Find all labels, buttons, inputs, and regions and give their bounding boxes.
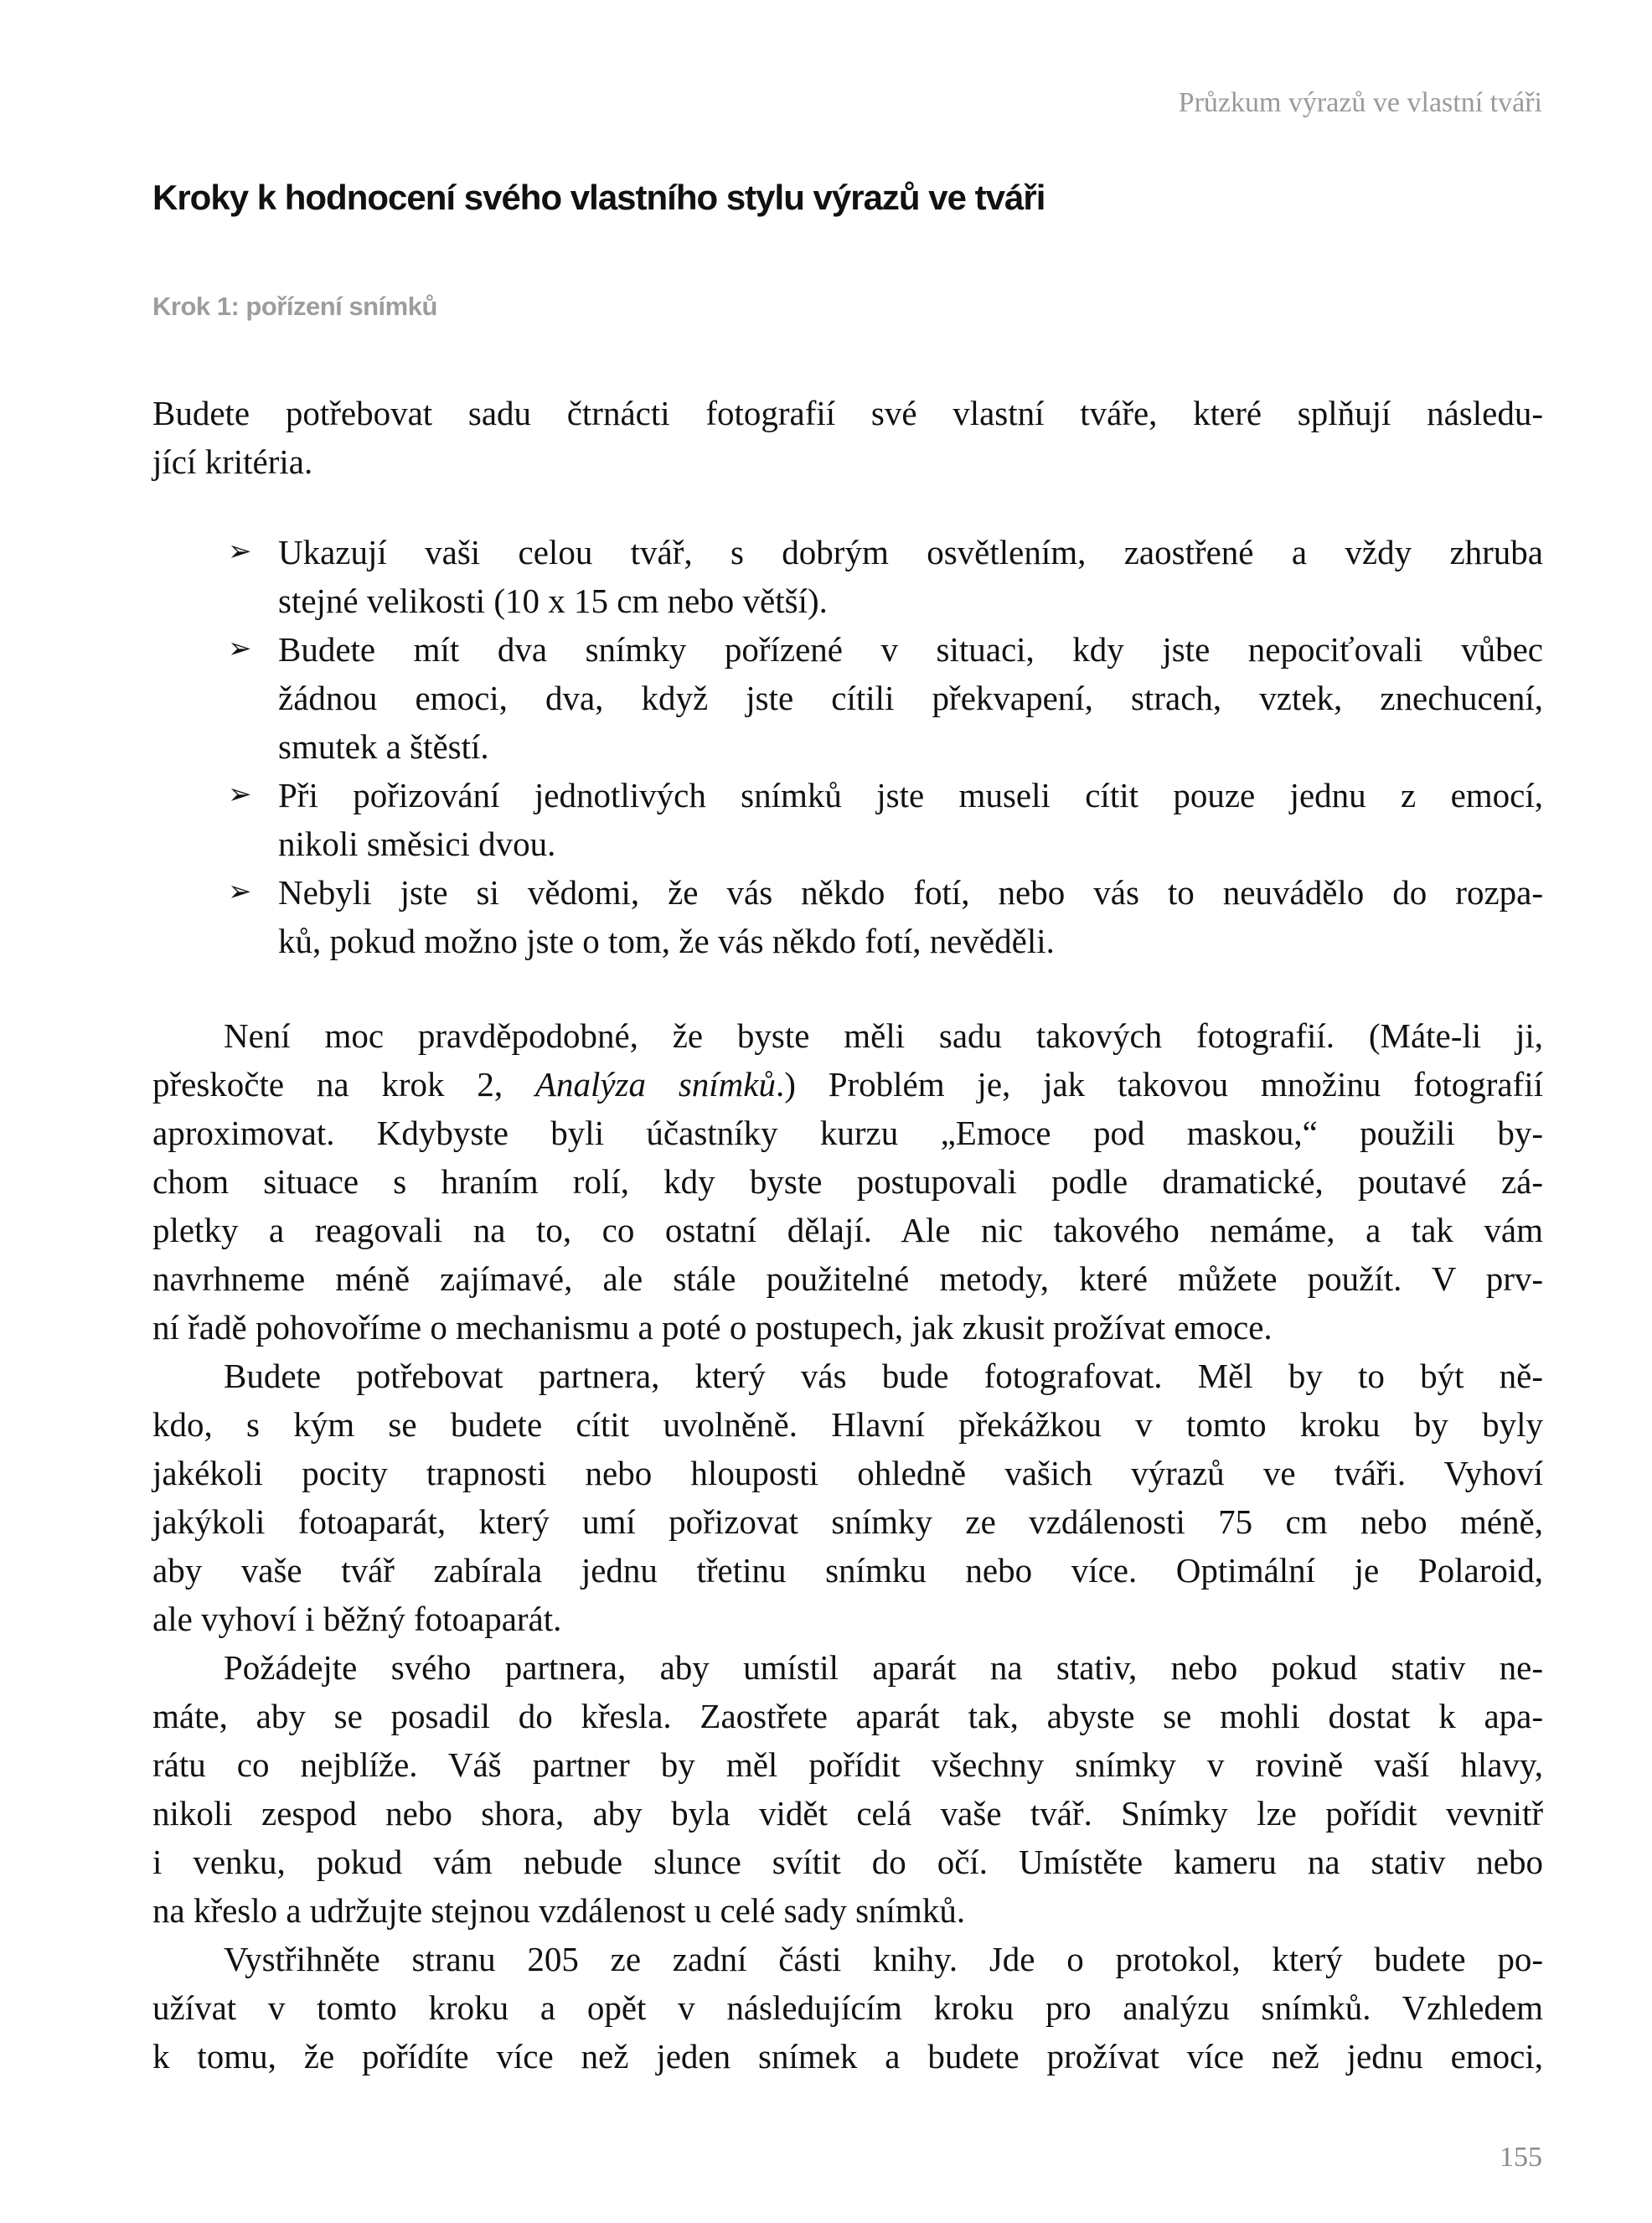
list-item xyxy=(228,868,1543,965)
italic-reference: Analýza snímků xyxy=(534,1065,776,1104)
text-segment: jakýkoli fotoaparát, který umí pořizovat snímky ze vzdálenosti 75 cm nebo méně, xyxy=(152,1502,1543,1541)
text-line xyxy=(152,1303,1543,1352)
paragraph xyxy=(152,1011,1543,1352)
section-title: Kroky k hodnocení svého vlastního stylu výrazů ve tváři xyxy=(152,178,1045,217)
text-line xyxy=(152,2032,1543,2081)
text-segment: Vystřihněte stranu 205 ze zadní části knihy. Jde o protokol, který budete po- xyxy=(224,1940,1543,1978)
text-line: Nebyli jste si vědomi, že vás někdo fotí, nebo vás to neuvádělo do rozpa- xyxy=(278,873,1543,912)
text-line xyxy=(152,1109,1543,1157)
list-item xyxy=(228,771,1543,868)
text-line: Při pořizování jednotlivých snímků jste museli cítit pouze jednu z emocí, xyxy=(278,776,1543,814)
text-line xyxy=(152,1838,1543,1886)
text-line xyxy=(152,1400,1543,1449)
text-segment: kdo, s kým se budete cítit uvolněně. Hlavní překážkou v tomto kroku by byly xyxy=(152,1405,1543,1444)
criteria-list xyxy=(228,528,1543,965)
text-segment: chom situace s hraním rolí, kdy byste postupovali podle dramatické, poutavé zá- xyxy=(152,1162,1543,1201)
text-segment: jakékoli pocity trapnosti nebo hlouposti ohledně vašich výrazů ve tváři. Vyhoví xyxy=(152,1454,1543,1492)
paragraph xyxy=(152,1352,1543,1643)
paragraph xyxy=(152,1643,1543,1935)
text-segment: .) Problém je, jak takovou množinu fotografií xyxy=(775,1065,1543,1104)
text-line: ků, pokud možno jste o tom, že vás někdo fotí, nevěděli. xyxy=(278,922,1055,960)
text-line xyxy=(152,1643,1543,1692)
text-segment: nikoli zespod nebo shora, aby byla vidět celá vaše tvář. Snímky lze pořídit vevnitř xyxy=(152,1794,1543,1833)
text-segment: aproximovat. Kdybyste byli účastníky kurzu „Emoce pod maskou,“ použili by- xyxy=(152,1114,1543,1152)
text-segment: ní řadě pohovoříme o mechanismu a poté o postupech, jak zkusit prožívat emoce. xyxy=(152,1308,1273,1347)
text-line xyxy=(152,1011,1543,1060)
text-segment: užívat v tomto kroku a opět v následujícím kroku pro analýzu snímků. Vzhledem xyxy=(152,1988,1543,2027)
text-line xyxy=(152,1935,1543,1983)
text-line: jící kritéria. xyxy=(152,442,313,481)
text-segment: navrhneme méně zajímavé, ale stále použitelné metody, které můžete použít. V prv- xyxy=(152,1259,1543,1298)
paragraph xyxy=(152,1935,1543,2081)
text-line xyxy=(152,1692,1543,1740)
text-segment: aby vaše tvář zabírala jednu třetinu snímku nebo více. Optimální je Polaroid, xyxy=(152,1551,1543,1590)
intro-paragraph xyxy=(152,389,1543,486)
arrow-bullet-icon: ➢ xyxy=(228,536,252,567)
text-line: nikoli směsici dvou. xyxy=(278,825,556,863)
text-line xyxy=(152,1060,1543,1109)
text-line xyxy=(152,1449,1543,1497)
body-text xyxy=(152,1011,1543,2081)
text-segment: k tomu, že pořídíte více než jeden snímek a budete prožívat více než jednu emoci, xyxy=(152,2037,1543,2076)
running-head: Průzkum výrazů ve vlastní tváři xyxy=(1178,87,1542,118)
arrow-bullet-icon: ➢ xyxy=(228,633,252,664)
text-line: Budete potřebovat sadu čtrnácti fotografií své vlastní tváře, které splňují následu- xyxy=(152,394,1543,432)
text-line xyxy=(152,1740,1543,1789)
text-segment: Není moc pravděpodobné, že byste měli sadu takových fotografií. (Máte-li ji, xyxy=(224,1016,1543,1055)
text-line: žádnou emoci, dva, když jste cítili překvapení, strach, vztek, znechucení, xyxy=(278,679,1543,717)
text-segment: máte, aby se posadil do křesla. Zaostřete aparát tak, abyste se mohli dostat k apa- xyxy=(152,1697,1543,1735)
text-segment: rátu co nejblíže. Váš partner by měl pořídit všechny snímky v rovině vaší hlavy, xyxy=(152,1745,1543,1784)
step-subtitle: Krok 1: pořízení snímků xyxy=(152,292,437,321)
text-line xyxy=(152,1497,1543,1546)
text-segment: Požádejte svého partnera, aby umístil aparát na stativ, nebo pokud stativ ne- xyxy=(224,1648,1543,1687)
text-line xyxy=(152,1886,1543,1935)
text-segment: i venku, pokud vám nebude slunce svítit do očí. Umístěte kameru na stativ nebo xyxy=(152,1843,1543,1881)
arrow-bullet-icon: ➢ xyxy=(228,876,252,907)
text-segment: na křeslo a udržujte stejnou vzdálenost u celé sady snímků. xyxy=(152,1891,966,1930)
text-segment: přeskočte na krok 2, xyxy=(152,1065,535,1104)
list-item xyxy=(228,528,1543,625)
text-line xyxy=(152,1254,1543,1303)
text-line: stejné velikosti (10 x 15 cm nebo větší). xyxy=(278,582,828,620)
text-line: Ukazují vaši celou tvář, s dobrým osvětlením, zaostřené a vždy zhruba xyxy=(278,533,1543,571)
text-line xyxy=(152,1206,1543,1254)
text-line xyxy=(152,1983,1543,2032)
page-number: 155 xyxy=(1500,2142,1542,2173)
text-line: smutek a štěstí. xyxy=(278,727,489,766)
text-segment: Budete potřebovat partnera, který vás bude fotografovat. Měl by to být ně- xyxy=(224,1357,1543,1395)
text-segment: ale vyhoví i běžný fotoaparát. xyxy=(152,1600,562,1638)
text-line xyxy=(152,1352,1543,1400)
text-line xyxy=(152,1789,1543,1838)
text-line xyxy=(152,1546,1543,1595)
list-item xyxy=(228,625,1543,771)
arrow-bullet-icon: ➢ xyxy=(228,779,252,810)
text-line xyxy=(152,1595,1543,1643)
text-segment: pletky a reagovali na to, co ostatní dělají. Ale nic takového nemáme, a tak vám xyxy=(152,1211,1543,1249)
text-line: Budete mít dva snímky pořízené v situaci, kdy jste nepociťovali vůbec xyxy=(278,630,1543,669)
text-line xyxy=(152,1157,1543,1206)
